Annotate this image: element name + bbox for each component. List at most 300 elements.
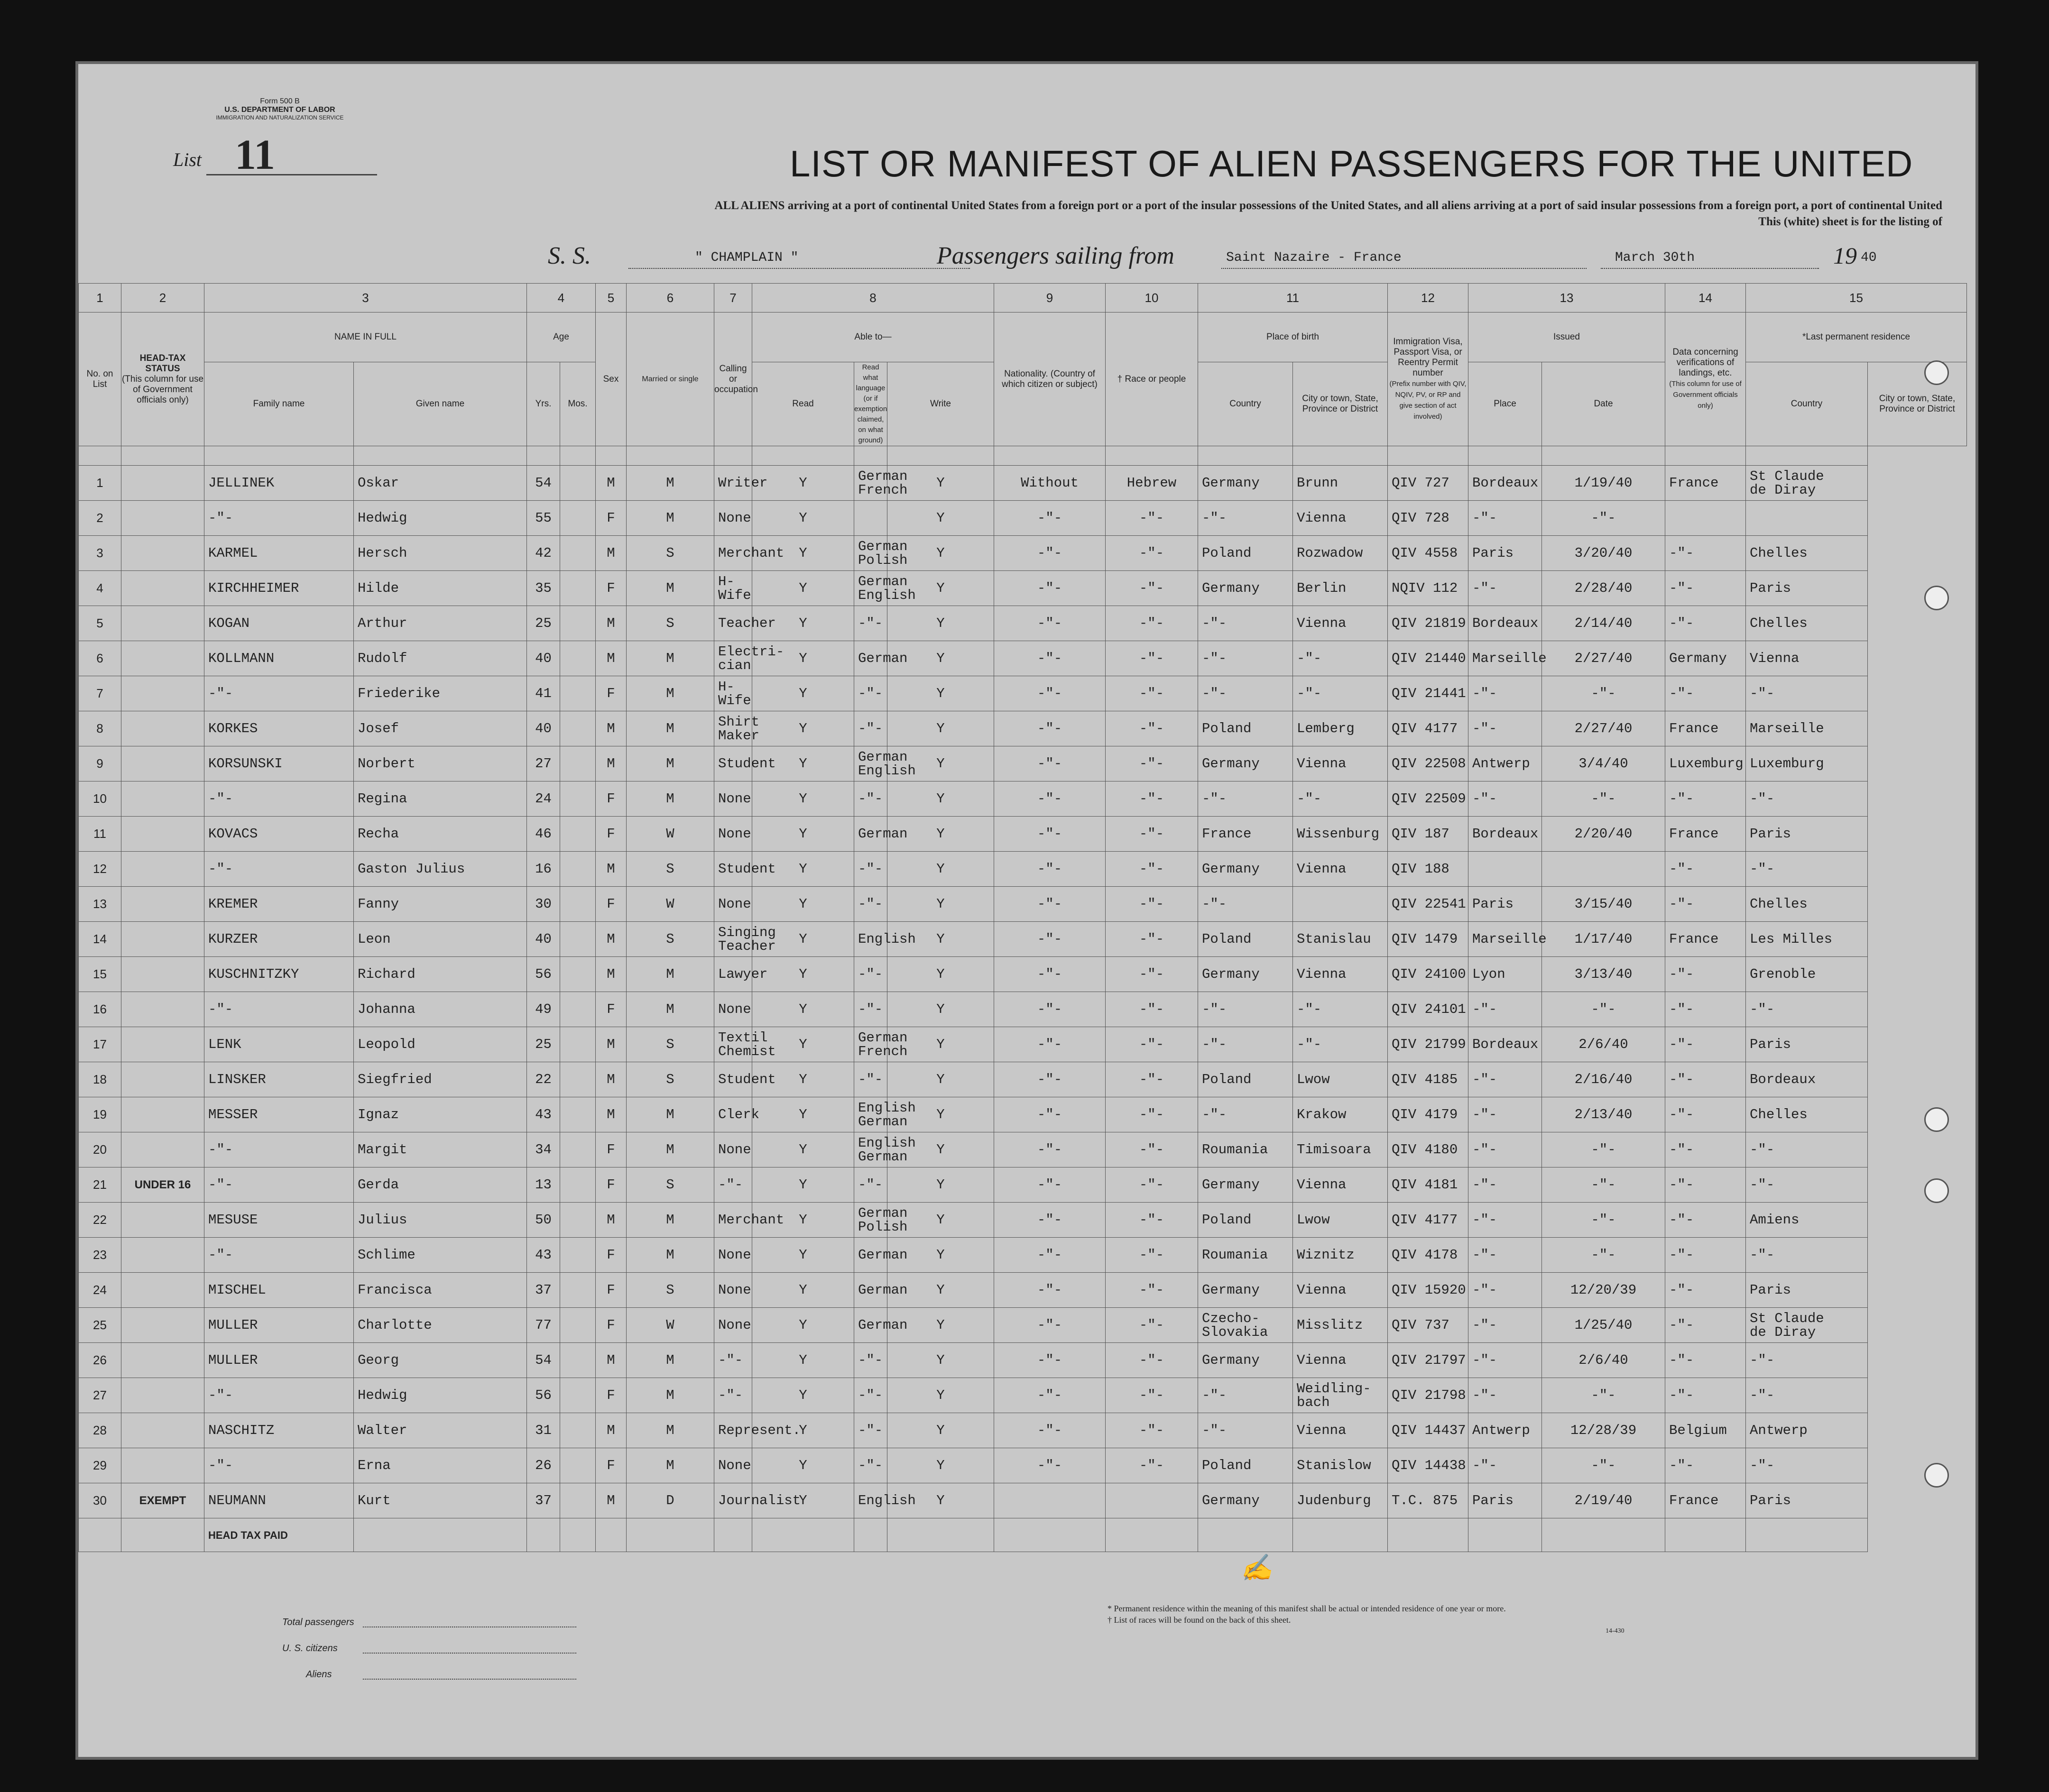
residence-city: -"- [1746, 781, 1868, 817]
read-language: German Polish [854, 1203, 887, 1238]
given-name: Hilde [354, 571, 527, 606]
birth-city: Vienna [1293, 1413, 1388, 1448]
header-read: Read [752, 362, 854, 446]
residence-country: -"- [1665, 957, 1746, 992]
can-read: Y [752, 922, 854, 957]
issued-date: -"- [1542, 1238, 1665, 1273]
birth-city: Wissenburg [1293, 817, 1388, 852]
head-tax-status [121, 1062, 204, 1097]
passenger-number: 29 [79, 1448, 121, 1483]
header-read-language: Read what language (or if exemption claimed, on what ground) [854, 362, 887, 446]
birth-city: Vienna [1293, 957, 1388, 992]
birth-city: Wiznitz [1293, 1238, 1388, 1273]
residence-city: St Claude de Diray [1746, 1308, 1868, 1343]
header-res-country: Country [1746, 362, 1868, 446]
residence-country [1665, 501, 1746, 536]
empty-cell [121, 1518, 204, 1552]
nationality: -"- [994, 1343, 1106, 1378]
service-name: IMMIGRATION AND NATURALIZATION SERVICE [216, 114, 344, 121]
marital-status: M [627, 1132, 714, 1167]
visa-number: QIV 737 [1388, 1308, 1468, 1343]
marital-status: M [627, 1097, 714, 1132]
visa-number: QIV 1479 [1388, 922, 1468, 957]
marital-status: W [627, 1308, 714, 1343]
residence-city: Paris [1746, 571, 1868, 606]
issued-date [1542, 852, 1665, 887]
birth-city: Vienna [1293, 746, 1388, 781]
marital-status: D [627, 1483, 714, 1518]
issued-place: -"- [1468, 1238, 1542, 1273]
issued-date: 12/20/39 [1542, 1273, 1665, 1308]
residence-country: -"- [1665, 1027, 1746, 1062]
marital-status: M [627, 1413, 714, 1448]
residence-country: Luxemburg [1665, 746, 1746, 781]
occupation: Merchant [714, 536, 752, 571]
residence-city: -"- [1746, 1238, 1868, 1273]
residence-country: -"- [1665, 1203, 1746, 1238]
given-name: Margit [354, 1132, 527, 1167]
age-months [560, 536, 596, 571]
residence-city: Paris [1746, 1483, 1868, 1518]
read-language: German English [854, 746, 887, 781]
issued-date: 2/20/40 [1542, 817, 1665, 852]
can-write: Y [887, 1413, 994, 1448]
sex: F [596, 1308, 627, 1343]
can-write: Y [887, 887, 994, 922]
marital-status: W [627, 887, 714, 922]
visa-number: QIV 21441 [1388, 676, 1468, 711]
marital-status: M [627, 676, 714, 711]
instruction-line-2: This (white) sheet is for the listing of [1758, 215, 1942, 228]
can-read: Y [752, 1483, 854, 1518]
age-months [560, 1413, 596, 1448]
race: -"- [1106, 852, 1198, 887]
marital-status: M [627, 641, 714, 676]
residence-city: -"- [1746, 1132, 1868, 1167]
col-num: 10 [1106, 284, 1198, 312]
birth-country: -"- [1198, 992, 1293, 1027]
column-number-row [79, 284, 1967, 312]
can-read: Y [752, 1343, 854, 1378]
passenger-row [79, 501, 1967, 536]
sailing-date: March 30th [1615, 250, 1695, 265]
passenger-row [79, 1203, 1967, 1238]
visa-number: QIV 728 [1388, 501, 1468, 536]
given-name: Gaston Julius [354, 852, 527, 887]
nationality: -"- [994, 1378, 1106, 1413]
given-name: Rudolf [354, 641, 527, 676]
can-write: Y [887, 501, 994, 536]
sex: M [596, 1413, 627, 1448]
marital-status: M [627, 992, 714, 1027]
head-tax-status [121, 1308, 204, 1343]
sex: F [596, 1448, 627, 1483]
family-name: -"- [204, 1378, 354, 1413]
birth-country: Roumania [1198, 1132, 1293, 1167]
issued-place [1468, 852, 1542, 887]
residence-country: -"- [1665, 1448, 1746, 1483]
occupation: None [714, 817, 752, 852]
residence-city: Chelles [1746, 1097, 1868, 1132]
marital-status: S [627, 1273, 714, 1308]
family-name: KURZER [204, 922, 354, 957]
age-months [560, 1483, 596, 1518]
occupation: None [714, 781, 752, 817]
given-name: Julius [354, 1203, 527, 1238]
residence-city: -"- [1746, 1167, 1868, 1203]
sex: M [596, 641, 627, 676]
head-tax-status [121, 466, 204, 501]
nationality: -"- [994, 1273, 1106, 1308]
passenger-number: 2 [79, 501, 121, 536]
race [1106, 1483, 1198, 1518]
birth-country: -"- [1198, 1378, 1293, 1413]
nationality: -"- [994, 817, 1106, 852]
issued-place: -"- [1468, 1448, 1542, 1483]
us-citizens-line [363, 1653, 576, 1654]
can-read: Y [752, 501, 854, 536]
header-write: Write [887, 362, 994, 446]
header-mos: Mos. [560, 362, 596, 446]
can-read: Y [752, 781, 854, 817]
birth-country: Poland [1198, 711, 1293, 746]
sex: M [596, 922, 627, 957]
race: -"- [1106, 1027, 1198, 1062]
residence-country: France [1665, 466, 1746, 501]
issued-place: Bordeaux [1468, 606, 1542, 641]
birth-country: Poland [1198, 536, 1293, 571]
occupation: -"- [714, 1378, 752, 1413]
ship-underline [628, 268, 970, 269]
col-num: 14 [1665, 284, 1746, 312]
head-tax-status [121, 571, 204, 606]
issued-place: -"- [1468, 1308, 1542, 1343]
visa-number: NQIV 112 [1388, 571, 1468, 606]
manifest-title: LIST OR MANIFEST OF ALIEN PASSENGERS FOR THE UNITED [790, 143, 1913, 184]
residence-city: -"- [1746, 1448, 1868, 1483]
sex: F [596, 676, 627, 711]
birth-city: -"- [1293, 992, 1388, 1027]
residence-country: France [1665, 711, 1746, 746]
sex: M [596, 711, 627, 746]
nationality: -"- [994, 957, 1106, 992]
occupation: None [714, 1273, 752, 1308]
age-months [560, 887, 596, 922]
head-tax-status [121, 1097, 204, 1132]
head-tax-note: (This column for use of Government officials only) [121, 374, 204, 405]
passenger-row [79, 1483, 1967, 1518]
issued-date: 12/28/39 [1542, 1413, 1665, 1448]
head-tax-status [121, 1413, 204, 1448]
head-tax-status [121, 746, 204, 781]
birth-city: Stanislow [1293, 1448, 1388, 1483]
passenger-number: 17 [79, 1027, 121, 1062]
occupation: Electri- cian [714, 641, 752, 676]
family-name: -"- [204, 1167, 354, 1203]
occupation: Student [714, 1062, 752, 1097]
sex: F [596, 1273, 627, 1308]
marital-status: S [627, 1027, 714, 1062]
us-citizens-label: U. S. citizens [282, 1643, 338, 1654]
passenger-row [79, 1097, 1967, 1132]
race: -"- [1106, 501, 1198, 536]
read-language: -"- [854, 1378, 887, 1413]
passenger-row [79, 887, 1967, 922]
passenger-number: 9 [79, 746, 121, 781]
age-years: 56 [527, 1378, 560, 1413]
issued-date: 3/4/40 [1542, 746, 1665, 781]
can-read: Y [752, 641, 854, 676]
residence-city: -"- [1746, 852, 1868, 887]
age-months [560, 781, 596, 817]
passenger-row [79, 1413, 1967, 1448]
residence-country: Belgium [1665, 1413, 1746, 1448]
occupation: None [714, 992, 752, 1027]
nationality: -"- [994, 1062, 1106, 1097]
family-name: -"- [204, 781, 354, 817]
birth-city: Krakow [1293, 1097, 1388, 1132]
list-number: 11 [235, 131, 276, 178]
col-num: 12 [1388, 284, 1468, 312]
passenger-number: 1 [79, 466, 121, 501]
marital-status: M [627, 957, 714, 992]
occupation: None [714, 1308, 752, 1343]
race: -"- [1106, 536, 1198, 571]
read-language: English German [854, 1132, 887, 1167]
header-nationality: Nationality. (Country of which citizen or subject) [994, 312, 1106, 446]
header-calling: Calling or occupation [714, 312, 752, 446]
nationality: -"- [994, 606, 1106, 641]
residence-city: Vienna [1746, 641, 1868, 676]
race: Hebrew [1106, 466, 1198, 501]
list-underline [206, 174, 377, 175]
issued-date: -"- [1542, 992, 1665, 1027]
occupation: None [714, 1132, 752, 1167]
can-write: Y [887, 1167, 994, 1203]
read-language: -"- [854, 606, 887, 641]
age-years: 22 [527, 1062, 560, 1097]
nationality: -"- [994, 1132, 1106, 1167]
residence-country: France [1665, 1483, 1746, 1518]
ship-name: " CHAMPLAIN " [695, 250, 799, 265]
residence-country: -"- [1665, 1343, 1746, 1378]
birth-country: Poland [1198, 1062, 1293, 1097]
header-birth-country: Country [1198, 362, 1293, 446]
race: -"- [1106, 641, 1198, 676]
birth-city: -"- [1293, 641, 1388, 676]
visa-number: QIV 22508 [1388, 746, 1468, 781]
residence-country: -"- [1665, 852, 1746, 887]
occupation: Represent. [714, 1413, 752, 1448]
marital-status: S [627, 1062, 714, 1097]
issued-place: -"- [1468, 1273, 1542, 1308]
issued-place: Antwerp [1468, 1413, 1542, 1448]
can-write: Y [887, 1308, 994, 1343]
can-write: Y [887, 817, 994, 852]
given-name: Recha [354, 817, 527, 852]
age-months [560, 1378, 596, 1413]
passenger-number: 24 [79, 1273, 121, 1308]
birth-country: -"- [1198, 501, 1293, 536]
can-read: Y [752, 746, 854, 781]
sex: M [596, 1062, 627, 1097]
age-months [560, 1273, 596, 1308]
read-language: German [854, 1273, 887, 1308]
issued-date: 2/14/40 [1542, 606, 1665, 641]
given-name: Regina [354, 781, 527, 817]
visa-number: QIV 24101 [1388, 992, 1468, 1027]
can-read: Y [752, 992, 854, 1027]
empty-cell [854, 1518, 887, 1552]
given-name: Walter [354, 1413, 527, 1448]
aliens-line [363, 1679, 576, 1680]
occupation: None [714, 1238, 752, 1273]
nationality: -"- [994, 887, 1106, 922]
occupation: Journalist [714, 1483, 752, 1518]
issued-date: 2/16/40 [1542, 1062, 1665, 1097]
marital-status: M [627, 1238, 714, 1273]
sailing-label: Passengers sailing from [937, 242, 1174, 269]
birth-city: Vienna [1293, 1167, 1388, 1203]
sex: M [596, 1343, 627, 1378]
nationality: -"- [994, 1027, 1106, 1062]
sex: M [596, 466, 627, 501]
issued-date: -"- [1542, 501, 1665, 536]
issued-date: 2/27/40 [1542, 641, 1665, 676]
family-name: KOVACS [204, 817, 354, 852]
passenger-table [78, 283, 1967, 1552]
race: -"- [1106, 1448, 1198, 1483]
visa-number: QIV 21797 [1388, 1343, 1468, 1378]
issued-place: Antwerp [1468, 746, 1542, 781]
empty-cell [887, 1518, 994, 1552]
nationality: Without [994, 466, 1106, 501]
birth-country: -"- [1198, 781, 1293, 817]
age-months [560, 746, 596, 781]
nationality: -"- [994, 992, 1106, 1027]
sex: M [596, 1097, 627, 1132]
residence-city: Amiens [1746, 1203, 1868, 1238]
punch-hole [1924, 1107, 1949, 1132]
passenger-row [79, 711, 1967, 746]
passenger-number: 23 [79, 1238, 121, 1273]
visa-number: QIV 21440 [1388, 641, 1468, 676]
birth-city: -"- [1293, 1027, 1388, 1062]
empty-cell [1106, 1518, 1198, 1552]
age-years: 37 [527, 1483, 560, 1518]
col-num: 6 [627, 284, 714, 312]
header-landing [1665, 312, 1746, 446]
read-language: -"- [854, 1448, 887, 1483]
form-number: Form 500 B [260, 97, 300, 105]
birth-country: -"- [1198, 1097, 1293, 1132]
header-birth-city: City or town, State, Province or District [1293, 362, 1388, 446]
can-write: Y [887, 711, 994, 746]
can-write: Y [887, 1448, 994, 1483]
age-years: 27 [527, 746, 560, 781]
head-tax-status [121, 536, 204, 571]
sex: F [596, 1238, 627, 1273]
issued-place: Paris [1468, 887, 1542, 922]
age-years: 37 [527, 1273, 560, 1308]
given-name: Richard [354, 957, 527, 992]
age-months [560, 817, 596, 852]
visa-number: QIV 4181 [1388, 1167, 1468, 1203]
occupation: Merchant [714, 1203, 752, 1238]
birth-country: -"- [1198, 606, 1293, 641]
residence-city [1746, 501, 1868, 536]
residence-city: -"- [1746, 1378, 1868, 1413]
issued-place: Bordeaux [1468, 1027, 1542, 1062]
sex: F [596, 1167, 627, 1203]
given-name: Hedwig [354, 501, 527, 536]
manifest-sheet [78, 64, 1975, 1757]
read-language: English [854, 1483, 887, 1518]
given-name: Kurt [354, 1483, 527, 1518]
residence-city: Paris [1746, 817, 1868, 852]
birth-country: Germany [1198, 1273, 1293, 1308]
birth-country: Roumania [1198, 1238, 1293, 1273]
given-name: Leon [354, 922, 527, 957]
marital-status: S [627, 1167, 714, 1203]
residence-city: Chelles [1746, 606, 1868, 641]
punch-hole [1924, 1178, 1949, 1203]
can-write: Y [887, 957, 994, 992]
family-name: -"- [204, 1132, 354, 1167]
read-language: -"- [854, 992, 887, 1027]
head-tax-status [121, 1273, 204, 1308]
birth-city: Berlin [1293, 571, 1388, 606]
read-language: German [854, 1308, 887, 1343]
residence-city: Marseille [1746, 711, 1868, 746]
visa-title: Immigration Visa, Passport Visa, or Reentry Permit number [1393, 336, 1463, 378]
head-tax-status [121, 676, 204, 711]
family-name: NASCHITZ [204, 1413, 354, 1448]
header-name-in-full: NAME IN FULL [204, 312, 527, 362]
residence-country: -"- [1665, 571, 1746, 606]
passenger-row [79, 1167, 1967, 1203]
sex: F [596, 571, 627, 606]
age-years: 55 [527, 501, 560, 536]
punch-hole [1924, 360, 1949, 385]
age-years: 34 [527, 1132, 560, 1167]
age-months [560, 852, 596, 887]
visa-number: QIV 22541 [1388, 887, 1468, 922]
residence-country: -"- [1665, 781, 1746, 817]
aliens-label: Aliens [306, 1669, 332, 1680]
marital-status: S [627, 922, 714, 957]
birth-city: Lemberg [1293, 711, 1388, 746]
birth-city: Rozwadow [1293, 536, 1388, 571]
visa-number: QIV 4178 [1388, 1238, 1468, 1273]
nationality: -"- [994, 852, 1106, 887]
age-years: 40 [527, 711, 560, 746]
head-tax-status [121, 922, 204, 957]
age-months [560, 641, 596, 676]
age-months [560, 1203, 596, 1238]
birth-city: Lwow [1293, 1062, 1388, 1097]
residence-city: -"- [1746, 676, 1868, 711]
can-write: Y [887, 781, 994, 817]
given-name: Oskar [354, 466, 527, 501]
read-language: German Polish [854, 536, 887, 571]
issued-date: 3/15/40 [1542, 887, 1665, 922]
residence-country: -"- [1665, 1273, 1746, 1308]
read-language: -"- [854, 957, 887, 992]
family-name: KARMEL [204, 536, 354, 571]
residence-city: Les Milles [1746, 922, 1868, 957]
issued-date: -"- [1542, 1448, 1665, 1483]
